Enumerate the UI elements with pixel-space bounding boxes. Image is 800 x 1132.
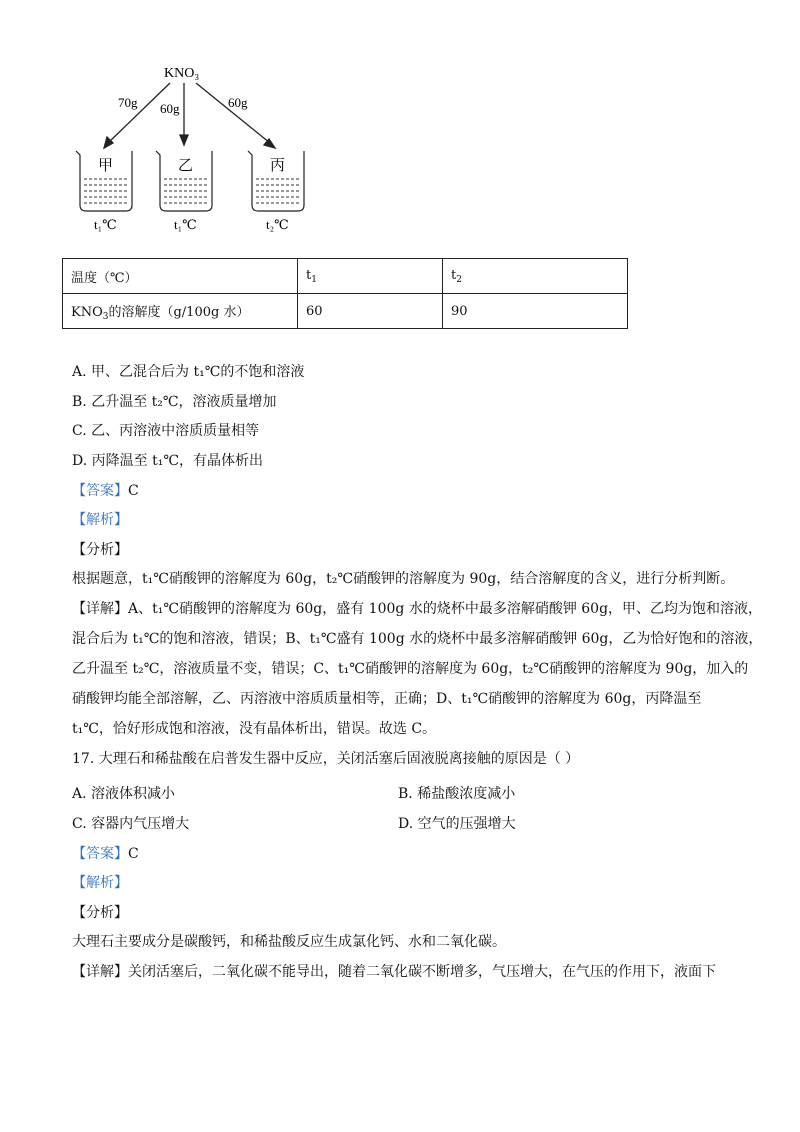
- q17-option-d: D. 空气的压强增大: [398, 816, 516, 832]
- solubility-table: [62, 258, 628, 329]
- q17-answer: 【答案】C: [72, 846, 139, 862]
- q17-fenxi-label: 【分析】: [72, 905, 128, 921]
- beaker-label-bing: 丙: [270, 158, 286, 174]
- beaker-yi: [156, 151, 212, 232]
- beaker-temp-bing: t₂℃: [266, 217, 289, 232]
- q16-option-a: A. 甲、乙混合后为 t₁℃的不饱和溶液: [72, 364, 305, 380]
- beaker-bing: [248, 151, 304, 232]
- table-cell: 60: [298, 294, 443, 329]
- kno3-beaker-diagram: [60, 55, 330, 235]
- kno3-label: KNO₃: [164, 66, 200, 81]
- q17-analysis-label: 【解析】: [72, 875, 128, 891]
- q17-option-c: C. 容器内气压增大: [72, 816, 190, 832]
- beaker-label-jia: 甲: [98, 158, 114, 174]
- table-cell: $t_1$: [298, 259, 443, 294]
- table-cell: 90: [443, 294, 628, 329]
- arrow-label-3: 60g: [228, 95, 248, 110]
- q16-analysis-label: 【解析】: [72, 512, 128, 528]
- q16-option-c: C. 乙、丙溶液中溶质质量相等: [72, 423, 260, 439]
- q16-answer: 【答案】C: [72, 483, 139, 499]
- table-cell: $KNO_3$的溶解度（g/100g 水）: [63, 294, 298, 329]
- arrow-label-1: 70g: [118, 95, 138, 110]
- q16-option-d: D. 丙降温至 t₁℃，有晶体析出: [72, 453, 263, 469]
- q17-option-b: B. 稀盐酸浓度减小: [398, 786, 516, 802]
- q16-detail-line-4: 硝酸钾均能全部溶解，乙、丙溶液中溶质质量相等，正确；D、t₁℃硝酸钾的溶解度为 60g，丙降温至: [72, 691, 702, 707]
- arrow-label-2: 60g: [160, 101, 180, 116]
- beaker-temp-jia: t₁℃: [94, 217, 117, 232]
- beaker-jia: [76, 151, 132, 232]
- q16-fenxi-text: 根据题意，t₁℃硝酸钾的溶解度为 60g，t₂℃硝酸钾的溶解度为 90g，结合溶解度的含义，进行分析判断。: [72, 571, 735, 587]
- table-cell: $t_2$: [443, 259, 628, 294]
- q17-detail-line-1: 【详解】关闭活塞后，二氧化碳不能导出，随着二氧化碳不断增多，气压增大，在气压的作用下，液面下: [72, 964, 716, 980]
- beaker-temp-yi: t₁℃: [174, 217, 197, 232]
- q16-fenxi-label: 【分析】: [72, 542, 128, 558]
- q16-detail-line-5: t₁℃，恰好形成饱和溶液，没有晶体析出，错误。故选 C。: [72, 721, 437, 737]
- q16-detail-line-1: 【详解】A、t₁℃硝酸钾的溶解度为 60g，盛有 100g 水的烧杯中最多溶解硝酸钾 60g，甲、乙均为饱和溶液，: [72, 601, 763, 617]
- q16-detail-line-2: 混合后为 t₁℃的饱和溶液，错误；B、t₁℃盛有 100g 水的烧杯中最多溶解硝酸钾 60g，乙为恰好饱和的溶液，: [72, 631, 763, 647]
- q17-stem: 17. 大理石和稀盐酸在启普发生器中反应，关闭活塞后固液脱离接触的原因是（ ）: [72, 751, 580, 767]
- q17-fenxi-text: 大理石主要成分是碳酸钙，和稀盐酸反应生成氯化钙、水和二氧化碳。: [72, 934, 506, 950]
- beaker-label-yi: 乙: [178, 158, 194, 174]
- q17-option-a: A. 溶液体积减小: [72, 786, 176, 802]
- table-row: [63, 294, 628, 329]
- table-cell: 温度（℃）: [63, 259, 298, 294]
- q16-option-b: B. 乙升温至 t₂℃，溶液质量增加: [72, 394, 277, 410]
- table-row: [63, 259, 628, 294]
- q16-detail-line-3: 乙升温至 t₂℃，溶液质量不变，错误；C、t₁℃硝酸钾的溶解度为 60g，t₂℃硝酸钾的溶解度为 90g，加入的: [72, 661, 749, 677]
